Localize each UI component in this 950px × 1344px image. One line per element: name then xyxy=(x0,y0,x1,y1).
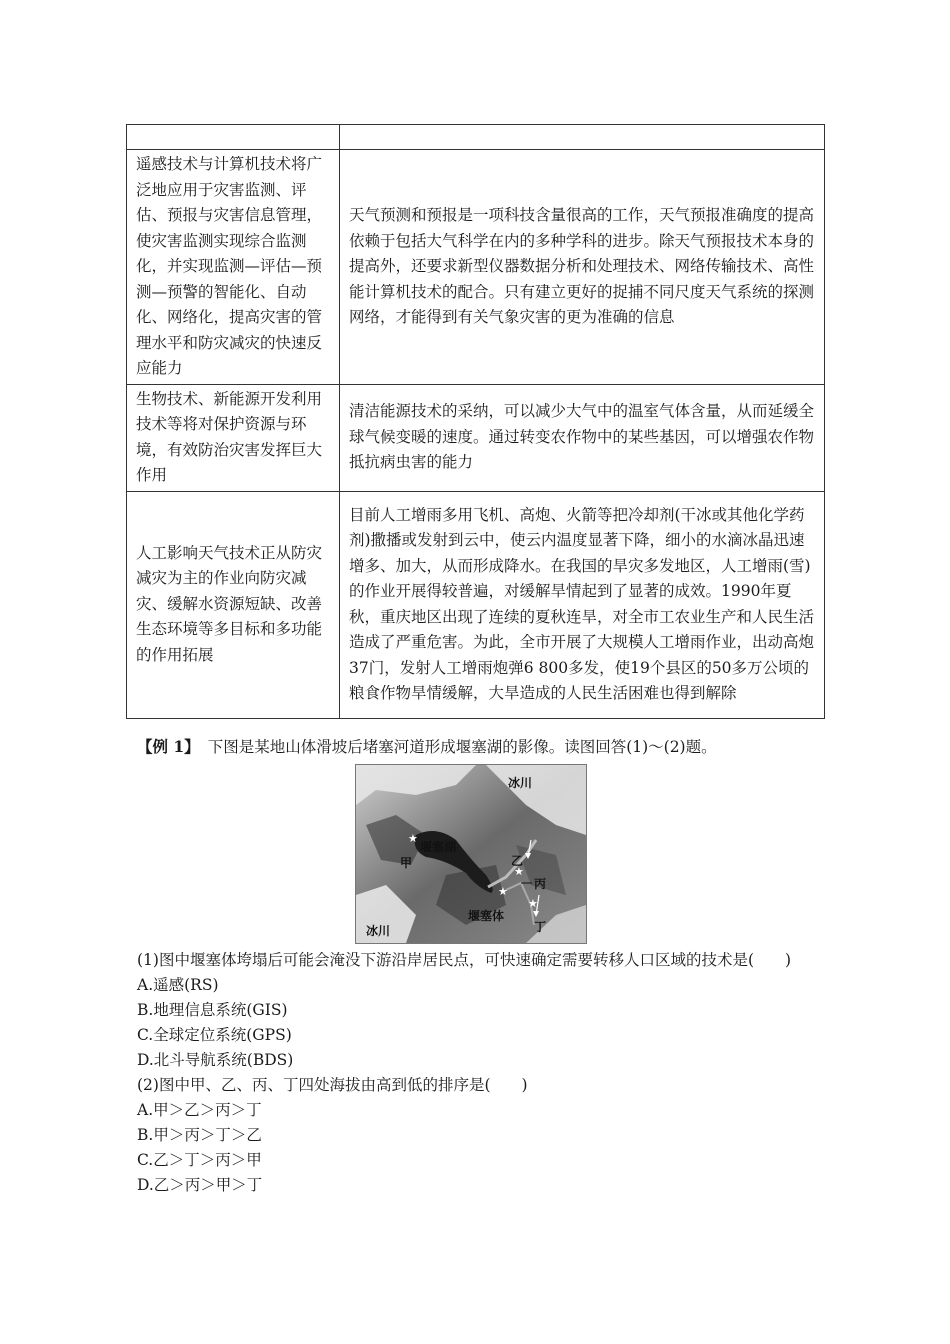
question-1-option-a[interactable]: A.遥感(RS) xyxy=(137,976,219,994)
example-tag: 【例 1】 xyxy=(137,737,200,756)
question-block xyxy=(137,948,817,1198)
table-header-cell xyxy=(340,125,825,150)
jia-star-marker: ★ xyxy=(408,832,418,845)
table-cell-application: 清洁能源技术的采纳，可以减少大气中的温室气体含量，从而延缓全球气候变暖的速度。通过转变农作物中的某些基因，可以增强农作物抵抗病虫害的能力 xyxy=(340,384,825,491)
table-row xyxy=(127,491,825,718)
table-cell-application: 天气预测和预报是一项科技含量很高的工作，天气预报准确度的提高依赖于包括大气科学在内的多种学科的进步。除天气预报技术本身的提高外，还要求新型仪器数据分析和处理技术、网络传输技术、高性能计算机技术的配合。只有建立更好的捉捕不同尺度天气系统的探测网络，才能得到有关气象灾害的更为准确的信息 xyxy=(340,150,825,385)
ding-star-marker: ★ xyxy=(528,897,538,910)
question-1-option-d[interactable]: D.北斗导航系统(BDS) xyxy=(137,1051,294,1069)
example-text: 下图是某地山体滑坡后堵塞河道形成堰塞湖的影像。读图回答(1)～(2)题。 xyxy=(207,738,717,756)
question-2-option-c[interactable]: C.乙＞丁＞丙＞甲 xyxy=(137,1151,262,1169)
dam-star-marker: ★ xyxy=(498,885,508,898)
example-stem xyxy=(137,735,837,759)
technology-table xyxy=(126,124,825,719)
yi-label: 乙 xyxy=(511,854,524,868)
question-2-option-d[interactable]: D.乙＞丙＞甲＞丁 xyxy=(137,1176,263,1194)
satellite-image-svg xyxy=(356,765,586,943)
table-cell-technology: 人工影响天气技术正从防灾减灾为主的作业向防灾减灾、缓解水资源短缺、改善生态环境等多目标和多功能的作用拓展 xyxy=(127,491,340,718)
table-header-cell xyxy=(127,125,340,150)
table-row xyxy=(127,150,825,385)
question-1-option-b[interactable]: B.地理信息系统(GIS) xyxy=(137,1001,288,1019)
jia-label: 甲 xyxy=(400,856,413,870)
question-2-option-a[interactable]: A.甲＞乙＞丙＞丁 xyxy=(137,1101,262,1119)
question-1-option-c[interactable]: C.全球定位系统(GPS) xyxy=(137,1026,292,1044)
glacier-bottom-label: 冰川 xyxy=(366,924,391,938)
table-cell-application: 目前人工增雨多用飞机、高炮、火箭等把冷却剂(干冰或其他化学药剂)撒播或发射到云中，使云内温度显著下降，细小的水滴冰晶迅速增多、加大，从而形成降水。在我国的旱灾多发地区，人工增雨(雪)的作业开展得较普遍，对缓解旱情起到了显著的成效。1990年夏秋，重庆地区出现了连续的夏秋连旱，对全市工农业生产和人民生活造成了严重危害。为此，全市开展了大规模人工增雨作业，出动高炮37门，发射人工增雨炮弹6 800多发，使19个县区的50多万公顷的粮食作物旱情缓解，大旱造成的人民生活困难也得到解除 xyxy=(340,491,825,718)
bing-label: 丙 xyxy=(534,877,547,891)
lake-label: 堰塞湖 xyxy=(420,840,457,854)
table-row xyxy=(127,384,825,491)
dam-label: 堰塞体 xyxy=(468,909,505,923)
table-cell-technology: 生物技术、新能源开发利用技术等将对保护资源与环境，有效防治灾害发挥巨大作用 xyxy=(127,384,340,491)
table-header-row xyxy=(127,125,825,150)
landslide-lake-satellite-image xyxy=(355,764,587,944)
question-2-option-b[interactable]: B.甲＞丙＞丁＞乙 xyxy=(137,1126,262,1144)
glacier-top-label: 冰川 xyxy=(508,776,533,790)
ding-label: 丁 xyxy=(534,920,547,934)
yi-star-marker: ★ xyxy=(514,865,524,878)
question-1-text: (1)图中堰塞体垮塌后可能会淹没下游沿岸居民点，可快速确定需要转移人口区域的技术是( ) xyxy=(137,951,792,969)
table-cell-technology: 遥感技术与计算机技术将广泛地应用于灾害监测、评估、预报与灾害信息管理，使灾害监测实现综合监测化，并实现监测—评估—预测—预警的智能化、自动化、网络化，提高灾害的管理水平和防灾减灾的快速反应能力 xyxy=(127,150,340,385)
question-2-text: (2)图中甲、乙、丙、丁四处海拔由高到低的排序是( ) xyxy=(137,1076,528,1094)
